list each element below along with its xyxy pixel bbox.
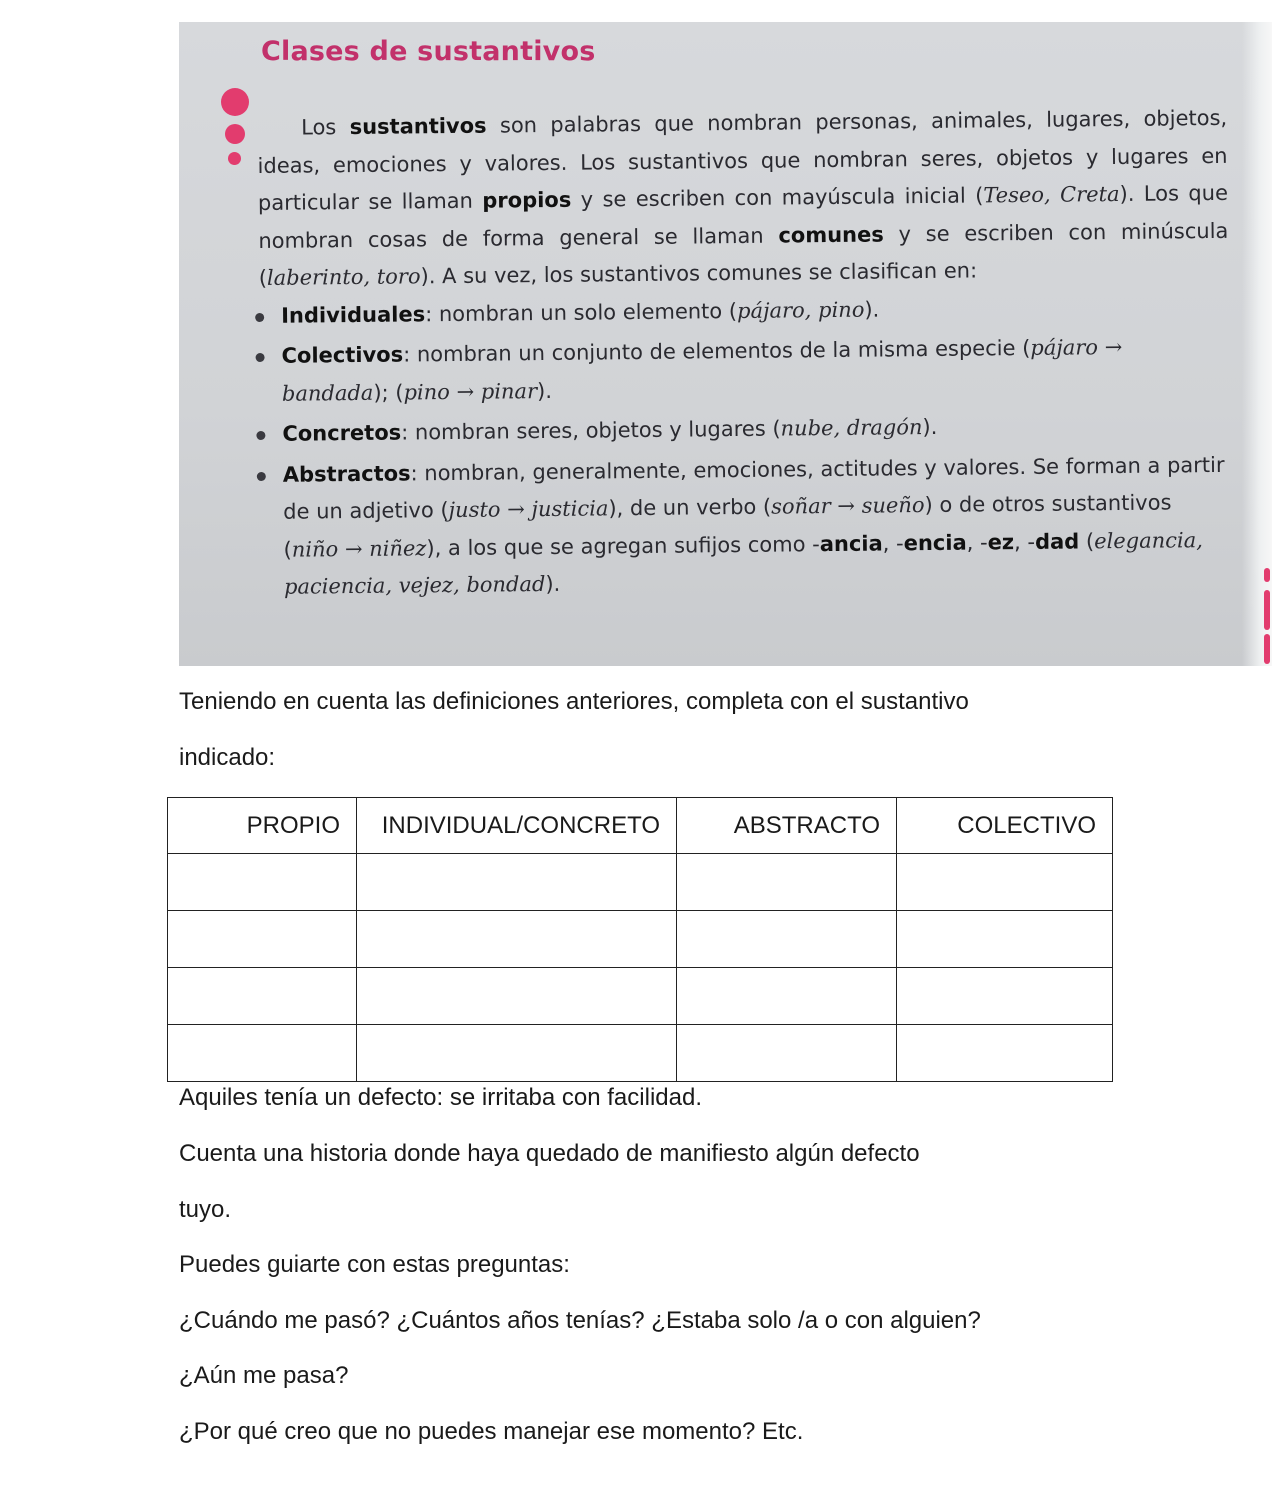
pink-dot-decoration <box>225 124 245 144</box>
table-cell[interactable] <box>897 854 1113 911</box>
table-cell[interactable] <box>168 854 357 911</box>
noun-types-list <box>259 287 1232 606</box>
header-abstracto: ABSTRACTO <box>677 798 897 854</box>
intro-paragraph: Los sustantivos son palabras que nombran personas, animales, lugares, objetos, ideas, emociones y valores. Los sustantivos que nombran seres, objetos y lugares en particular se llaman propios y se escriben con mayúscula inicial (Teseo, Creta). Los que nombran cosas de forma general se llaman comunes y se escriben con minúscula (laberinto, toro). A su vez, los sustantivos comunes se clasifican en: <box>257 105 1229 290</box>
table-cell[interactable] <box>357 1025 677 1082</box>
header-colectivo: COLECTIVO <box>897 798 1113 854</box>
table-cell[interactable] <box>677 854 897 911</box>
pink-dot-decoration <box>228 152 241 165</box>
list-item-abstractos: Abstractos: nombran, generalmente, emociones, actitudes y valores. Se forman a partir de un adjetivo (justo → justicia), de un verbo (soñar → sueño) o de otros sustantivos (niño → niñez), a los que se agregan sufijos como -ancia, -encia, -ez, -dad (elegancia, paciencia, vejez, bondad). <box>253 446 1233 606</box>
table-header-row <box>168 798 1113 854</box>
table-cell[interactable] <box>897 911 1113 968</box>
instruction-line-1: Teniendo en cuenta las definiciones anteriores, completa con el sustantivo <box>179 688 969 715</box>
table-cell[interactable] <box>897 1025 1113 1082</box>
header-propio: PROPIO <box>168 798 357 854</box>
noun-classification-table <box>167 797 1113 1082</box>
question-line-1: ¿Cuándo me pasó? ¿Cuántos años tenías? ¿Estaba solo /a o con alguien? <box>179 1307 981 1334</box>
page-edge-mark <box>1264 634 1270 664</box>
question-line-3: ¿Por qué creo que no puedes manejar ese momento? Etc. <box>179 1418 804 1445</box>
table-row <box>168 911 1113 968</box>
table-cell[interactable] <box>677 1025 897 1082</box>
page-edge-mark <box>1264 590 1270 630</box>
pink-dot-decoration <box>221 88 249 116</box>
table-row <box>168 1025 1113 1082</box>
table-cell[interactable] <box>168 1025 357 1082</box>
table-cell[interactable] <box>168 911 357 968</box>
question-line-2: ¿Aún me pasa? <box>179 1362 349 1389</box>
table-cell[interactable] <box>677 968 897 1025</box>
table-cell[interactable] <box>168 968 357 1025</box>
list-item-individuales: Individuales: nombran un solo elemento (pájaro, pino). <box>251 287 1229 335</box>
table-cell[interactable] <box>357 854 677 911</box>
table-cell[interactable] <box>357 911 677 968</box>
textbook-title: Clases de sustantivos <box>261 36 596 67</box>
table-cell[interactable] <box>897 968 1113 1025</box>
table-cell[interactable] <box>677 911 897 968</box>
story-line-2: Cuenta una historia donde haya quedado de manifiesto algún defecto <box>179 1140 920 1167</box>
instruction-line-2: indicado: <box>179 744 276 771</box>
story-line-3: tuyo. <box>179 1196 232 1223</box>
story-line-4: Puedes guiarte con estas preguntas: <box>179 1251 570 1278</box>
header-individual-concreto: INDIVIDUAL/CONCRETO <box>357 798 677 854</box>
textbook-photo <box>179 22 1272 666</box>
page-edge-mark <box>1264 568 1270 582</box>
story-line-1: Aquiles tenía un defecto: se irritaba con facilidad. <box>179 1084 702 1111</box>
list-item-colectivos: Colectivos: nombran un conjunto de elementos de la misma especie (pájaro → bandada); (pino → pinar). <box>251 328 1230 413</box>
list-item-concretos: Concretos: nombran seres, objetos y lugares (nube, dragón). <box>252 406 1230 454</box>
table-cell[interactable] <box>357 968 677 1025</box>
table-row <box>168 854 1113 911</box>
textbook-body <box>257 100 1232 607</box>
table-row <box>168 968 1113 1025</box>
